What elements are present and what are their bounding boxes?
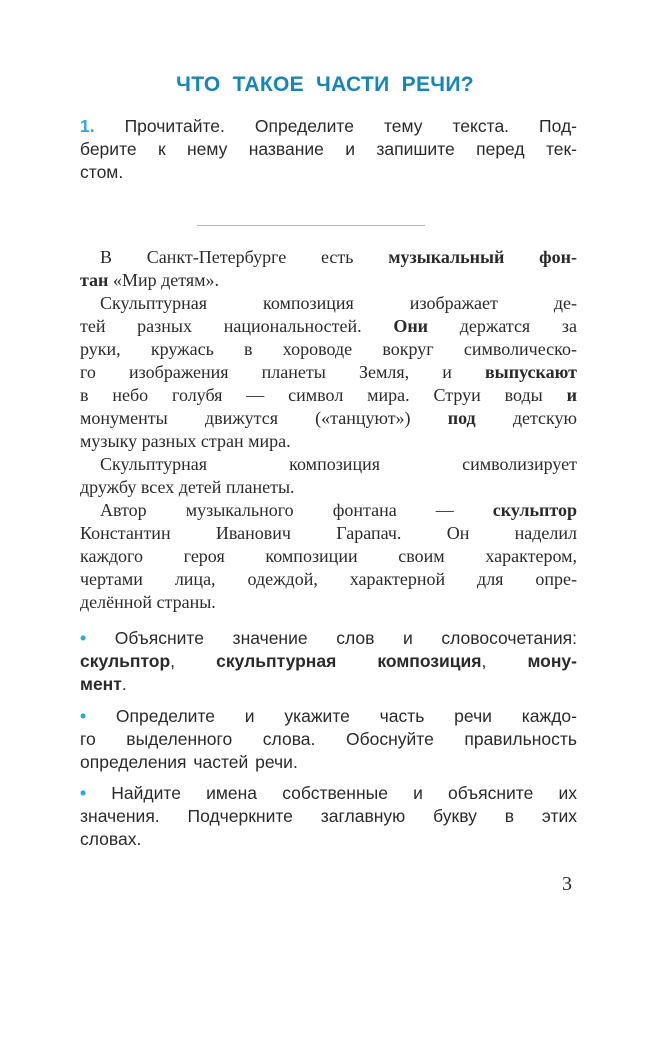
text-line	[80, 361, 577, 384]
page-title: ЧТО ТАКОЕ ЧАСТИ РЕЧИ?	[176, 73, 474, 96]
text-segment: делённой страны.	[80, 592, 216, 612]
text-segment: Определите и укажите часть речи каждо-	[115, 706, 577, 726]
text-segment: в небо голубя — символ мира. Струи воды	[80, 385, 567, 405]
text-line	[80, 384, 577, 407]
text-segment: значения. Подчеркните заглавную букву в этих	[80, 806, 577, 826]
bullet-icon: •	[80, 628, 115, 648]
highlighted-word: скульптурная композиция	[216, 651, 482, 671]
text-segment: монументы движутся («танцуют»)	[80, 408, 448, 428]
text-segment: дружбу всех детей планеты.	[80, 477, 295, 497]
text-segment: тей разных национальностей.	[80, 316, 394, 336]
text-segment: Константин Иванович Гарапач. Он наделил	[80, 523, 577, 543]
bullet-question-2	[80, 705, 577, 774]
page-number: 3	[562, 873, 572, 895]
highlighted-word: мент	[80, 674, 122, 694]
text-segment: В Санкт-Петербурге есть	[100, 247, 389, 267]
text-line	[80, 292, 577, 315]
highlighted-word: скульптор	[80, 651, 171, 671]
text-segment: ,	[170, 651, 217, 671]
text-line	[80, 315, 577, 338]
text-line	[80, 476, 577, 499]
text-line	[80, 161, 577, 184]
text-segment: определения частей речи.	[80, 752, 298, 772]
text-line	[80, 499, 577, 522]
text-segment: детскую	[475, 408, 577, 428]
text-segment: берите к нему название и запишите перед тек-	[80, 139, 577, 159]
title-placeholder-line	[197, 225, 425, 226]
text-line	[80, 627, 577, 650]
text-segment: .	[121, 674, 127, 694]
highlighted-word: мону-	[527, 651, 577, 671]
text-line	[80, 805, 577, 828]
text-segment: Скульптурная композиция символизирует	[100, 454, 577, 474]
highlighted-word: и	[566, 385, 577, 405]
highlighted-word: тан	[80, 270, 109, 290]
text-line	[80, 828, 577, 851]
text-line	[80, 650, 577, 673]
task-number: 1.	[80, 116, 95, 136]
text-line	[80, 115, 577, 138]
text-line	[80, 728, 577, 751]
text-line	[80, 568, 577, 591]
highlighted-word: музыкальный фон-	[388, 247, 577, 267]
text-segment: чертами лица, одеждой, характерной для опре-	[80, 569, 577, 589]
text-segment: го выделенного слова. Обоснуйте правильность	[80, 729, 577, 749]
text-segment: музыку разных стран мира.	[80, 431, 291, 451]
text-line	[80, 338, 577, 361]
text-line	[80, 782, 577, 805]
text-line	[80, 522, 577, 545]
text-line	[80, 269, 577, 292]
text-segment: го изображения планеты Земля, и	[80, 362, 485, 382]
text-segment: каждого героя композиции своим характером,	[80, 546, 577, 566]
highlighted-word: под	[447, 408, 476, 428]
text-line	[80, 407, 577, 430]
text-segment: Найдите имена собственные и объясните их	[111, 783, 577, 803]
text-line	[80, 430, 577, 453]
text-line	[80, 246, 577, 269]
text-segment: словах.	[80, 829, 142, 849]
text-line	[80, 751, 577, 774]
text-line	[80, 545, 577, 568]
text-line	[80, 673, 577, 696]
highlighted-word: Они	[393, 316, 429, 336]
task-1	[80, 115, 577, 184]
highlighted-word: выпускают	[484, 362, 577, 382]
text-segment: руки, кружась в хороводе вокруг символическо-	[80, 339, 577, 359]
text-line	[80, 138, 577, 161]
text-segment: стом.	[80, 162, 124, 182]
text-segment: ,	[481, 651, 528, 671]
reading-text	[80, 246, 577, 614]
bullet-icon: •	[80, 783, 112, 803]
text-line	[80, 705, 577, 728]
text-segment: Объясните значение слов и словосочетания:	[114, 628, 577, 648]
highlighted-word: скульптор	[492, 500, 577, 520]
bullet-icon: •	[80, 706, 116, 726]
text-segment: Прочитайте. Определите тему текста. Под-	[94, 116, 577, 136]
bullet-question-3	[80, 782, 577, 851]
text-segment: Скульптурная композиция изображает де-	[100, 293, 577, 313]
text-segment: Автор музыкального фонтана —	[100, 500, 493, 520]
text-segment: «Мир детям».	[108, 270, 220, 290]
bullet-question-1	[80, 627, 577, 696]
text-line	[80, 591, 577, 614]
text-segment: держатся за	[428, 316, 578, 336]
text-line	[80, 453, 577, 476]
